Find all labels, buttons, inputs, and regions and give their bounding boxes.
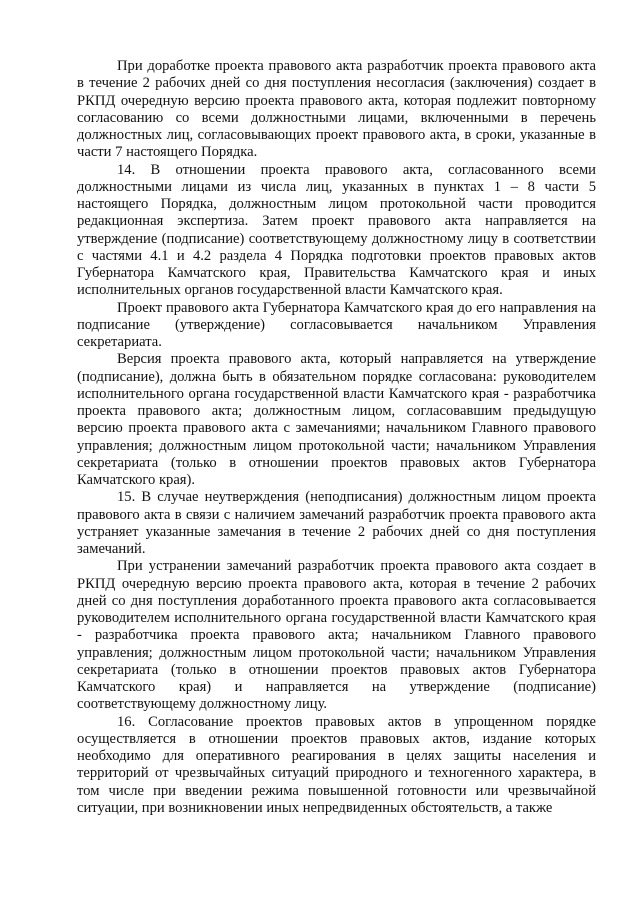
paragraph-16-simplified-procedure: 16. Согласование проектов правовых актов в упрощенном порядке осуществляется в отношении проектов правовых актов, издание которых необходимо для оперативного реагирования в целях защиты населения и территорий от чрезвычайных ситуаций природного и техногенного характера, в том числе при введении режима повышенной готовности или чрезвычайной ситуации, при возникновении иных непредвиденных обстоятельств, а также [77, 713, 596, 816]
paragraph-remarks-correction: При устранении замечаний разработчик проекта правового акта создает в РКПД очередную версию проекта правового акта, которая в течение 2 рабочих дней со дня поступления доработанного проекта правового акта согласовывается руководителем исполнительного органа государственной власти Камчатского края - разработчика проекта правового акта; начальником Главного правового управления; должностным лицом протокольной части; начальником Управления секретариата (только в отношении проектов правовых актов Губернатора Камчатского края) и направляется на утверждение (подписание) соответствующему должностному лицу. [77, 558, 596, 713]
paragraph-revision-process: При доработке проекта правового акта разработчик проекта правового акта в течение 2 рабочих дней со дня поступления несогласия (заключения) создает в РКПД очередную версию проекта правового акта, которая подлежит повторному согласованию со всеми должностными лицами, включенными в перечень должностных лиц, согласовывающих проект правового акта, в сроки, указанные в части 7 настоящего Порядка. [77, 58, 596, 161]
paragraph-15-non-approval: 15. В случае неутверждения (неподписания) должностным лицом проекта правового акта в связи с наличием замечаний разработчик проекта правового акта устраняет указанные замечания в течение 2 рабочих дней со дня поступления замечаний. [77, 489, 596, 557]
paragraph-final-version-approval: Версия проекта правового акта, который направляется на утверждение (подписание), должна быть в обязательном порядке согласована: руководителем исполнительного органа государственной власти Камчатского края - разработчика проекта правового акта; должностным лицом, согласовавшим предыдущую версию проекта правового акта с замечаниями; начальником Главного правового управления; должностным лицом протокольной части; начальником Управления секретариата (только в отношении проектов правовых актов Губернатора Камчатского края). [77, 351, 596, 488]
document-page [77, 58, 596, 817]
paragraph-governor-act-approval: Проект правового акта Губернатора Камчатского края до его направления на подписание (утверждение) согласовывается начальником Управления секретариата. [77, 299, 596, 350]
paragraph-14-editorial-review: 14. В отношении проекта правового акта, согласованного всеми должностными лицами из числа лиц, указанных в пунктах 1 – 8 части 5 настоящего Порядка, должностным лицом протокольной части проводится редакционная экспертиза. Затем проект правового акта направляется на утверждение (подписание) соответствующему должностному лицу в соответствии с частями 4.1 и 4.2 раздела 4 Порядка подготовки проектов правовых актов Губернатора Камчатского края, Правительства Камчатского края и иных исполнительных органов государственной власти Камчатского края. [77, 161, 596, 299]
